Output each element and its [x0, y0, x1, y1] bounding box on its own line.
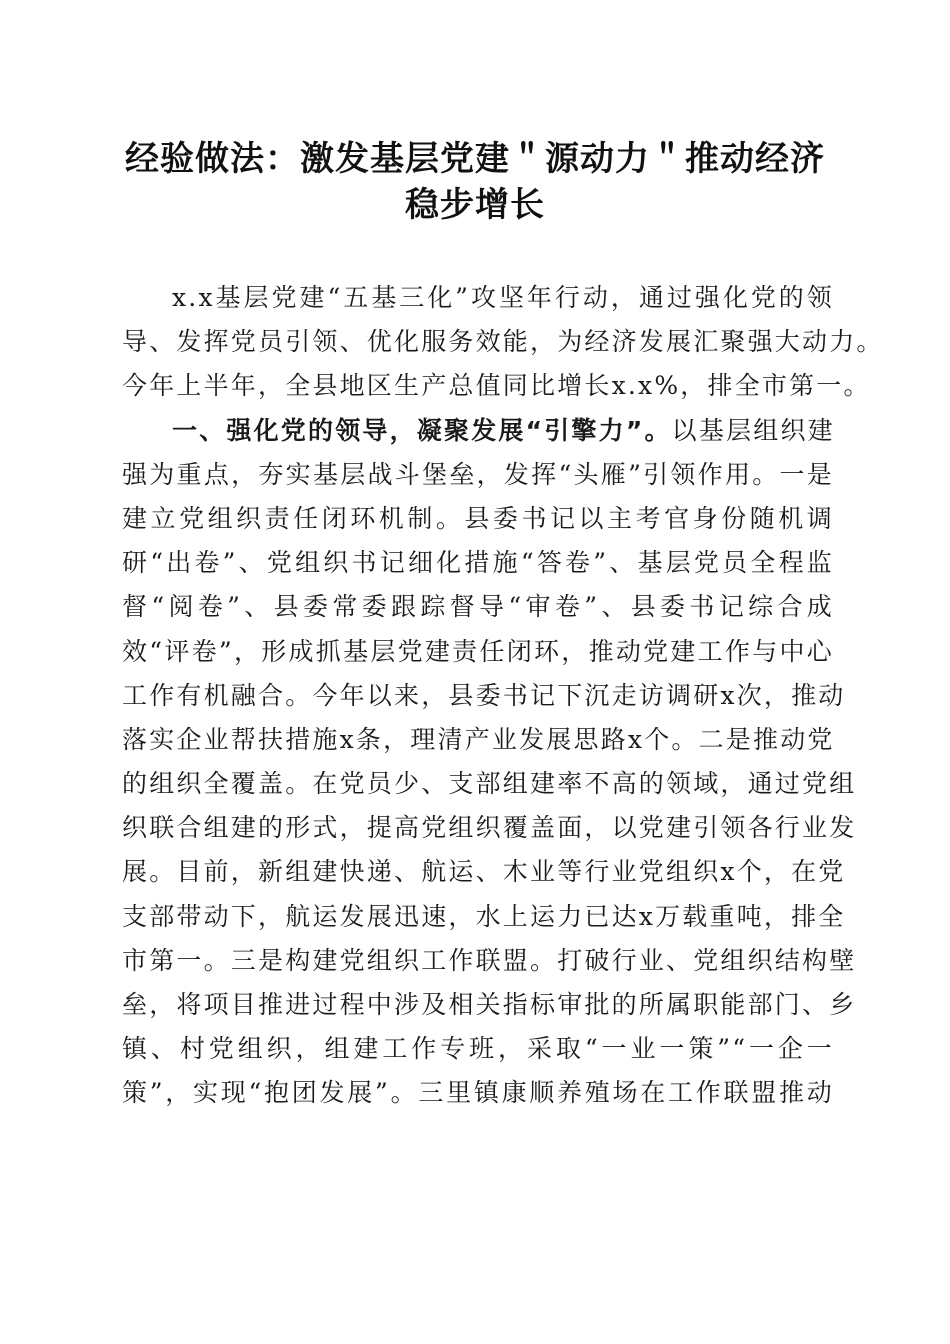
paragraph2-line: 建立党组织责任闭环机制。县委书记以主考官身份随机调: [122, 503, 834, 533]
paragraph1-line: x.x基层党建“五基三化”攻坚年行动，通过强化党的领: [172, 283, 834, 312]
paragraph2-line: 督“阅卷”、县委常委跟踪督导“审卷”、县委书记综合成: [122, 592, 834, 622]
paragraph2-line: 策”，实现“抱团发展”。三里镇康顺养殖场在工作联盟推动: [122, 1078, 834, 1108]
paragraph2-line: 支部带动下，航运发展迅速，水上运力已达x万载重吨，排全: [122, 901, 846, 931]
paragraph2-line: 落实企业帮扶措施x条，理清产业发展思路x个。二是推动党: [122, 724, 835, 754]
paragraph2-line: 效“评卷”，形成抓基层党建责任闭环，推动党建工作与中心: [122, 636, 834, 666]
document-title: [100, 136, 850, 228]
paragraph2-line: 织联合组建的形式，提高党组织覆盖面，以党建引领各行业发: [122, 813, 857, 843]
paragraph2-line: 展。目前，新组建快递、航运、木业等行业党组织x个，在党: [122, 857, 846, 887]
section-heading: 一、强化党的领导，凝聚发展“引擎力”。: [172, 415, 672, 445]
document-body: [122, 276, 884, 1116]
paragraph2-line: 市第一。三是构建党组织工作联盟。打破行业、党组织结构壁: [122, 945, 857, 975]
paragraph2-first-line-rest: 以基层组织建: [671, 415, 835, 445]
title-line-2: 稳步增长: [405, 185, 545, 225]
title-line-1: 经验做法：激发基层党建＂源动力＂推动经济: [125, 139, 825, 179]
paragraph1-line: 今年上半年，全县地区生产总值同比增长x.x%，排全市第一。: [122, 371, 871, 401]
paragraph2-line: 垒，将项目推进过程中涉及相关指标审批的所属职能部门、乡: [122, 990, 857, 1019]
paragraph2-line: 工作有机融合。今年以来，县委书记下沉走访调研x次，推动: [122, 680, 846, 710]
paragraph2-first-line: [122, 409, 834, 453]
paragraph2-line: 研“出卷”、党组织书记细化措施“答卷”、基层党员全程监: [122, 548, 834, 578]
paragraph1-line: 导、发挥党员引领、优化服务效能，为经济发展汇聚强大动力。: [122, 327, 884, 357]
paragraph2-line: 强为重点，夯实基层战斗堡垒，发挥“头雁”引领作用。一是: [122, 459, 834, 489]
paragraph2-line: 的组织全覆盖。在党员少、支部组建率不高的领域，通过党组: [122, 769, 857, 799]
paragraph2-line: 镇、村党组织，组建工作专班，采取“一业一策”“一企一: [122, 1034, 834, 1064]
